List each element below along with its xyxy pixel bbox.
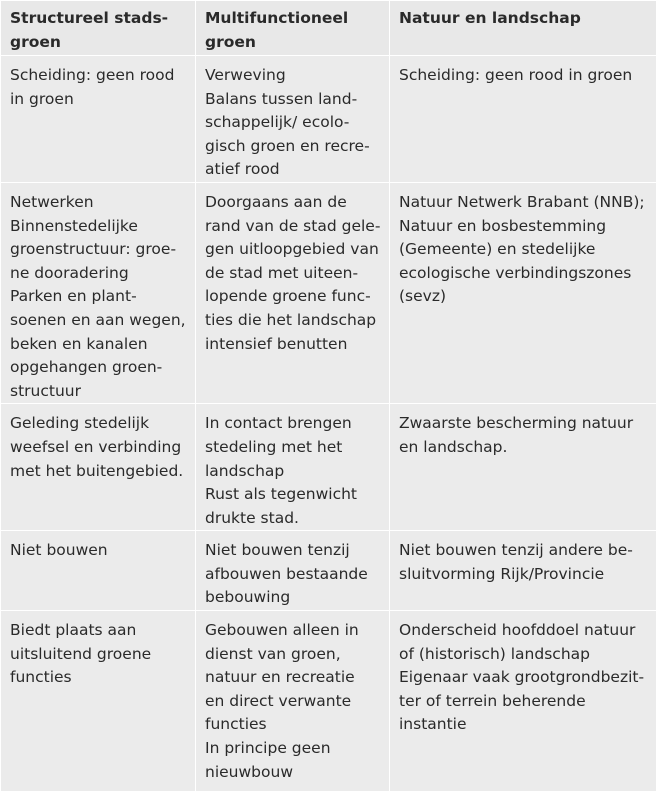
column-header-multifunctioneel bbox=[196, 1, 390, 56]
table-row bbox=[1, 611, 656, 812]
column-header-label: Structureel stads- groen bbox=[10, 9, 168, 51]
cell-text: Natuur Netwerk Brabant (NNB); Natuur en bosbestemming (Gemeente) en stedelijke ecologische verbindingszones (sevz) bbox=[399, 193, 645, 305]
cell-text: Scheiding: geen rood in groen bbox=[10, 66, 174, 108]
table-cell bbox=[1, 182, 196, 403]
table-cell bbox=[196, 182, 390, 403]
cell-text: Verweving Balans tussen land- schappelijk/ ecolo- gisch groen en recre- atief rood bbox=[205, 66, 370, 178]
table-row bbox=[1, 531, 656, 611]
table-cell bbox=[1, 404, 196, 531]
cell-text: Scheiding: geen rood in groen bbox=[399, 66, 632, 84]
table-cell bbox=[196, 611, 390, 812]
table-cell bbox=[390, 611, 656, 812]
table-row bbox=[1, 56, 656, 183]
cell-text: Zwaarste bescherming natuur en landschap. bbox=[399, 414, 633, 456]
cell-text: Gebouwen alleen in dienst van groen, natuur en recreatie en direct verwante functies In principe geen nieuwbouw bbox=[205, 621, 359, 781]
table-cell bbox=[1, 56, 196, 183]
table-cell bbox=[1, 531, 196, 611]
cell-text: Netwerken Binnenstedelijke groenstructuur: groe- ne dooradering Parken en plant- soenen en aan wegen, beken en kanalen opgehangen groen- structuur bbox=[10, 193, 186, 400]
table-cell bbox=[196, 404, 390, 531]
table-cell bbox=[196, 531, 390, 611]
cell-text: Niet bouwen bbox=[10, 541, 108, 559]
column-header-label: Multifunctioneel groen bbox=[205, 9, 348, 51]
cell-text: Biedt plaats aan uitsluitend groene functies bbox=[10, 621, 151, 686]
cell-text: Niet bouwen tenzij afbouwen bestaande bebouwing bbox=[205, 541, 368, 606]
table-row bbox=[1, 182, 656, 403]
column-header-natuur bbox=[390, 1, 656, 56]
table-cell bbox=[390, 531, 656, 611]
cell-text: Onderscheid hoofddoel natuur of (historisch) landschap Eigenaar vaak grootgrondbezit- ter of terrein beherende instantie bbox=[399, 621, 644, 733]
table-cell bbox=[1, 611, 196, 812]
table-header-row bbox=[1, 1, 656, 56]
table-cell bbox=[196, 56, 390, 183]
table-cell bbox=[390, 56, 656, 183]
cell-text: Doorgaans aan de rand van de stad gele- gen uitloopgebied van de stad met uiteen- lopende groene func- ties die het landschap intensief benutten bbox=[205, 193, 380, 353]
table-cell bbox=[390, 182, 656, 403]
table-row bbox=[1, 404, 656, 531]
cell-text: Niet bouwen tenzij andere be- sluitvorming Rijk/Provincie bbox=[399, 541, 633, 583]
cell-text: Geleding stedelijk weefsel en verbinding met het buitengebied. bbox=[10, 414, 183, 479]
table-cell bbox=[390, 404, 656, 531]
column-header-structureel bbox=[1, 1, 196, 56]
column-header-label: Natuur en landschap bbox=[399, 9, 581, 27]
cell-text: In contact brengen stedeling met het landschap Rust als tegenwicht drukte stad. bbox=[205, 414, 357, 526]
